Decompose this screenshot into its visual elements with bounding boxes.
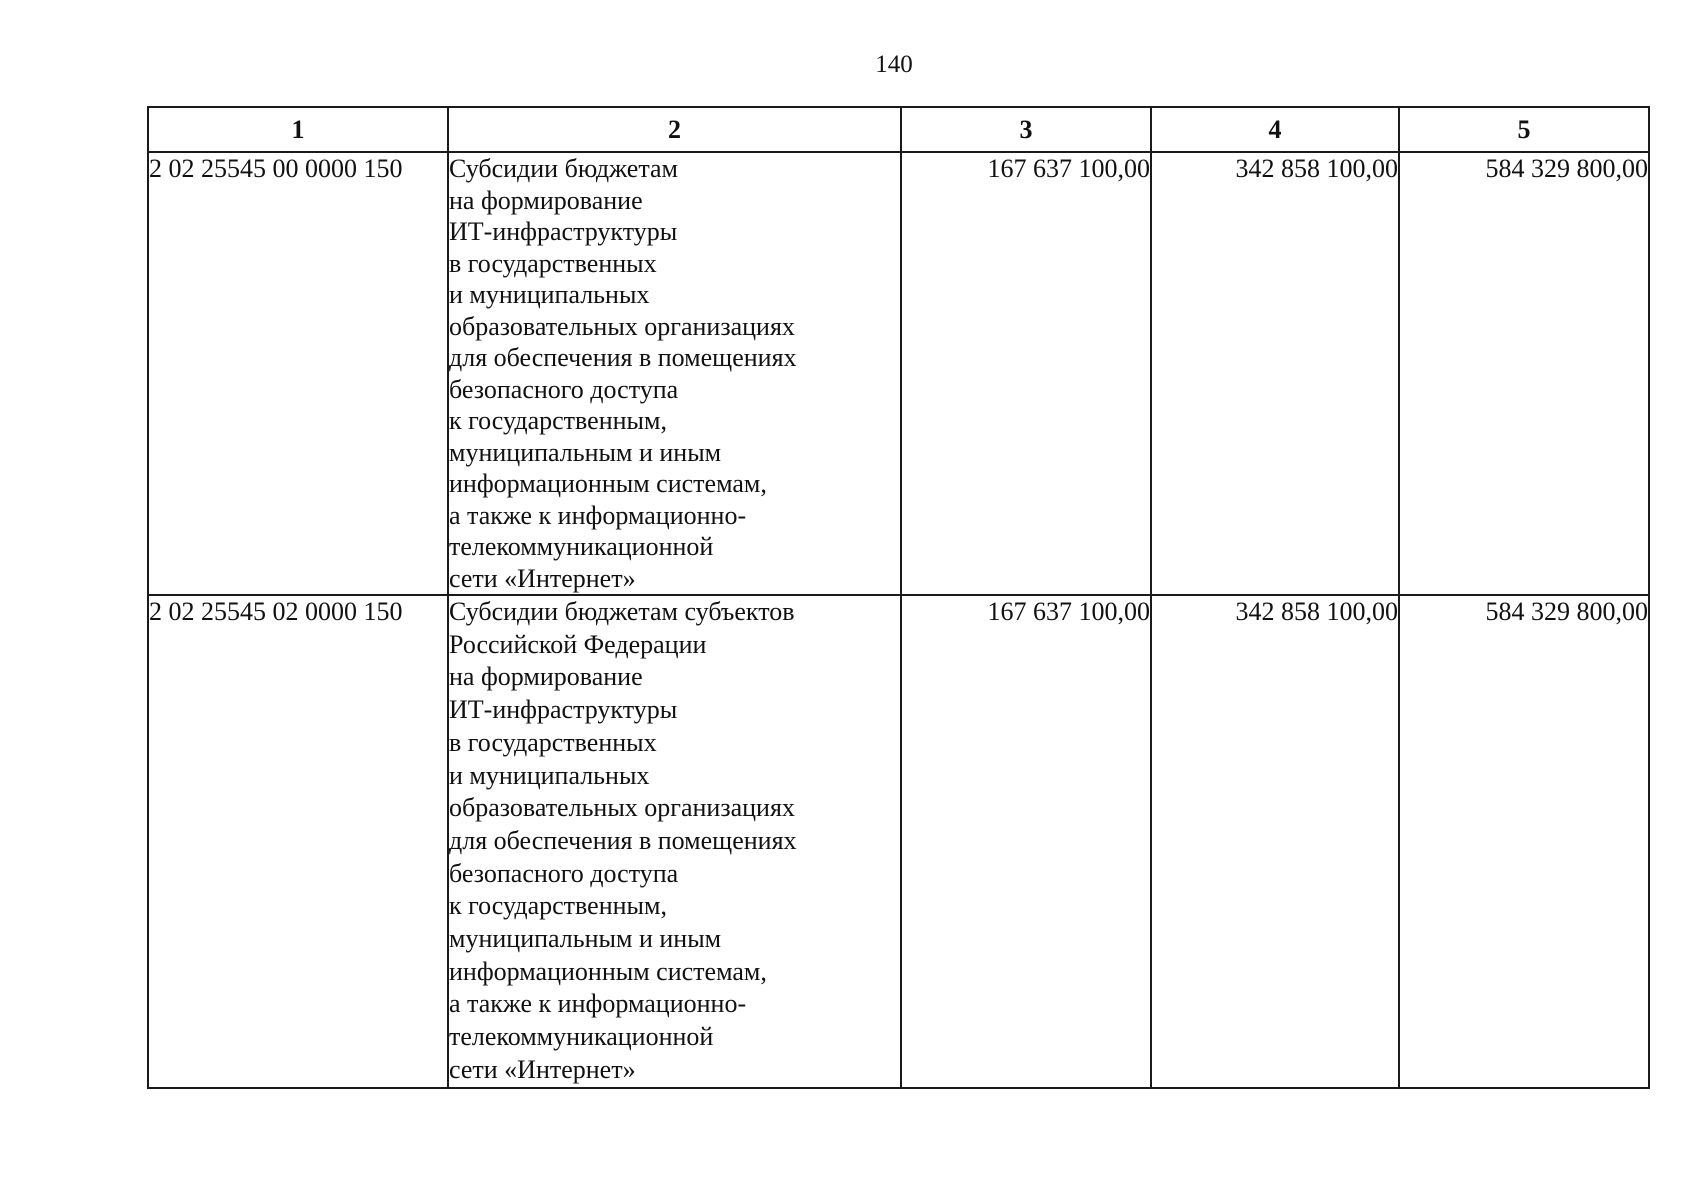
description-line: телекоммуникационной (449, 532, 714, 561)
description-line: ИТ-инфраструктуры (449, 217, 678, 246)
description-line: для обеспечения в помещениях (449, 825, 797, 855)
budget-code-cell: 2 02 25545 00 0000 150 (148, 152, 448, 595)
column-header-1: 1 (148, 107, 448, 152)
column-header-4: 4 (1151, 107, 1399, 152)
page-number: 140 (875, 51, 913, 78)
description-line: информационным системам, (449, 469, 767, 498)
column-header-5: 5 (1399, 107, 1649, 152)
description-line: к государственным, (449, 891, 667, 921)
description-line: на формирование (449, 185, 643, 215)
description-line: сети «Интернет» (449, 1054, 636, 1084)
description-cell (448, 595, 901, 1088)
description-line: Субсидии бюджетам (449, 154, 678, 183)
amount-col3-cell: 167 637 100,00 (901, 595, 1151, 1088)
description-line: образовательных организациях (449, 311, 795, 341)
amount-col5-cell: 584 329 800,00 (1399, 595, 1649, 1088)
budget-code-cell: 2 02 25545 02 0000 150 (148, 595, 448, 1088)
description-line: муниципальным и иным (449, 924, 722, 954)
description-line: для обеспечения в помещениях (449, 343, 797, 372)
column-header-2: 2 (448, 107, 901, 152)
description-line: в государственных (449, 727, 657, 757)
description-line: безопасного доступа (449, 858, 679, 888)
description-line: в государственных (449, 248, 657, 278)
amount-col4-cell: 342 858 100,00 (1151, 152, 1399, 595)
description-line: Российской Федерации (449, 629, 707, 659)
description-line: безопасного доступа (449, 374, 679, 404)
description-line: на формирование (449, 662, 643, 692)
budget-table (147, 106, 1650, 1089)
amount-col3-cell: 167 637 100,00 (901, 152, 1151, 595)
description-cell (448, 152, 901, 595)
description-line: Субсидии бюджетам субъектов (449, 597, 795, 626)
description-line: информационным системам, (449, 956, 767, 986)
column-header-3: 3 (901, 107, 1151, 152)
description-line: и муниципальных (449, 280, 650, 309)
table-header-row (148, 107, 1649, 152)
description-line: образовательных организациях (449, 793, 795, 823)
amount-col5-cell: 584 329 800,00 (1399, 152, 1649, 595)
description-line: а также к информационно- (449, 989, 747, 1019)
description-line: а также к информационно- (449, 500, 747, 530)
description-line: ИТ-инфраструктуры (449, 695, 678, 725)
amount-col4-cell: 342 858 100,00 (1151, 595, 1399, 1088)
table-row (148, 595, 1649, 1088)
description-line: к государственным, (449, 406, 667, 435)
table-row (148, 152, 1649, 595)
description-line: сети «Интернет» (449, 563, 636, 593)
description-line: и муниципальных (449, 760, 650, 790)
description-line: муниципальным и иным (449, 437, 722, 467)
description-line: телекоммуникационной (449, 1022, 714, 1052)
